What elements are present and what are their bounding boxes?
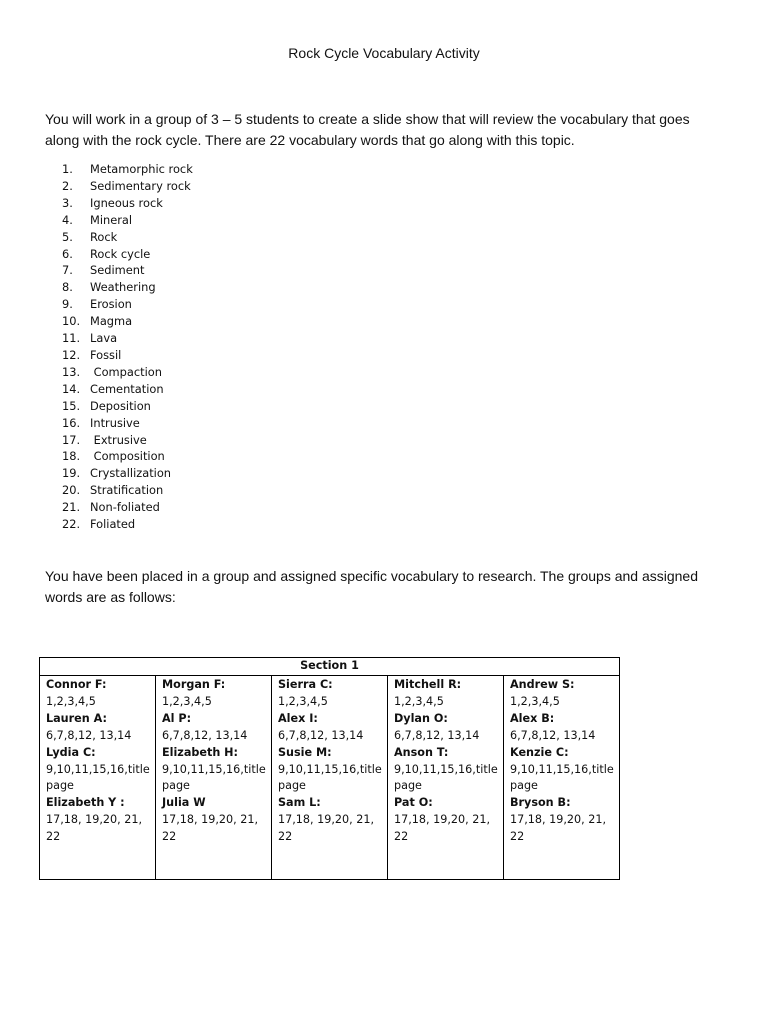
member-name: Sierra C: bbox=[278, 678, 333, 691]
vocab-number: 6. bbox=[62, 246, 73, 261]
vocab-item bbox=[62, 448, 193, 465]
group-member bbox=[394, 711, 501, 745]
member-name: Andrew S: bbox=[510, 678, 575, 691]
member-assigned-words: 1,2,3,4,5 bbox=[162, 694, 212, 708]
vocab-word: Extrusive bbox=[90, 432, 147, 447]
vocab-number: 10. bbox=[62, 314, 81, 329]
vocab-number: 14. bbox=[62, 381, 81, 396]
member-name: Susie M: bbox=[278, 745, 332, 759]
member-assigned-words: 6,7,8,12, 13,14 bbox=[46, 728, 132, 742]
group-member bbox=[162, 711, 269, 745]
groups-row bbox=[40, 676, 620, 880]
vocab-word: Non-foliated bbox=[90, 500, 160, 515]
vocab-number: 22. bbox=[62, 517, 81, 532]
vocab-word: Deposition bbox=[90, 398, 151, 413]
vocab-word: Rock bbox=[90, 229, 118, 244]
vocab-item bbox=[62, 296, 193, 313]
vocab-number: 3. bbox=[62, 195, 73, 210]
group-column bbox=[40, 676, 156, 880]
member-assigned-words: 9,10,11,15,16,title page bbox=[46, 762, 150, 793]
member-name: Morgan F: bbox=[162, 678, 226, 691]
vocab-item bbox=[62, 313, 193, 330]
group-member bbox=[46, 795, 153, 846]
vocab-item bbox=[62, 212, 193, 229]
vocab-item bbox=[62, 516, 193, 533]
vocab-word: Igneous rock bbox=[90, 195, 163, 210]
member-assigned-words: 9,10,11,15,16,title page bbox=[394, 762, 498, 793]
member-assigned-words: 9,10,11,15,16,title page bbox=[162, 762, 266, 793]
group-member bbox=[510, 745, 617, 796]
member-name: Connor F: bbox=[46, 678, 107, 691]
group-member bbox=[46, 711, 153, 745]
member-assigned-words: 9,10,11,15,16,title page bbox=[510, 762, 614, 793]
member-assigned-words: 6,7,8,12, 13,14 bbox=[510, 728, 596, 742]
vocab-word: Compaction bbox=[90, 364, 162, 379]
vocab-word: Rock cycle bbox=[90, 246, 151, 261]
vocab-word: Erosion bbox=[90, 297, 132, 312]
vocab-number: 19. bbox=[62, 466, 81, 481]
vocab-word: Crystallization bbox=[90, 466, 172, 481]
section-table bbox=[39, 657, 620, 880]
member-name: Pat O: bbox=[394, 796, 433, 810]
group-member bbox=[46, 745, 153, 796]
vocab-item bbox=[62, 178, 193, 195]
member-name: Bryson B: bbox=[510, 796, 571, 810]
member-assigned-words: 9,10,11,15,16,title page bbox=[278, 762, 382, 793]
vocab-number: 1. bbox=[62, 162, 73, 176]
vocab-item bbox=[62, 330, 193, 347]
member-name: Lydia C: bbox=[46, 745, 96, 759]
member-assigned-words: 6,7,8,12, 13,14 bbox=[278, 728, 364, 742]
vocab-item bbox=[62, 229, 193, 246]
vocab-word: Intrusive bbox=[90, 415, 140, 430]
vocab-word: Stratification bbox=[90, 483, 164, 498]
group-member bbox=[162, 677, 269, 711]
vocab-number: 18. bbox=[62, 449, 81, 464]
vocab-item bbox=[62, 161, 193, 178]
vocab-word: Cementation bbox=[90, 381, 164, 396]
group-member bbox=[394, 795, 501, 846]
vocabulary-list bbox=[62, 161, 193, 533]
vocab-item bbox=[62, 398, 193, 415]
vocab-word: Metamorphic rock bbox=[90, 162, 193, 176]
section-title: Section 1 bbox=[40, 658, 620, 676]
member-name: Alex I: bbox=[278, 711, 318, 725]
member-name: Julia W bbox=[162, 796, 206, 810]
vocab-number: 13. bbox=[62, 364, 81, 379]
member-name: Lauren A: bbox=[46, 711, 107, 725]
member-assigned-words: 1,2,3,4,5 bbox=[278, 694, 328, 708]
member-assigned-words: 17,18, 19,20, 21, 22 bbox=[510, 813, 607, 844]
vocab-item bbox=[62, 482, 193, 499]
vocab-item bbox=[62, 432, 193, 449]
vocab-item bbox=[62, 364, 193, 381]
vocab-number: 12. bbox=[62, 347, 81, 362]
member-assigned-words: 6,7,8,12, 13,14 bbox=[162, 728, 248, 742]
vocab-word: Foliated bbox=[90, 517, 136, 532]
vocab-item bbox=[62, 465, 193, 482]
group-member bbox=[278, 795, 385, 846]
group-member bbox=[278, 711, 385, 745]
member-name: Anson T: bbox=[394, 745, 449, 759]
member-name: Sam L: bbox=[278, 796, 321, 810]
page-title: Rock Cycle Vocabulary Activity bbox=[288, 45, 480, 61]
member-name: Elizabeth Y : bbox=[46, 796, 125, 810]
vocab-number: 9. bbox=[62, 297, 73, 312]
vocab-number: 20. bbox=[62, 483, 81, 498]
vocab-item bbox=[62, 381, 193, 398]
vocab-word: Sediment bbox=[90, 263, 145, 278]
vocab-number: 7. bbox=[62, 263, 73, 278]
vocab-word: Composition bbox=[90, 449, 165, 464]
intro-paragraph: You will work in a group of 3 – 5 students to create a slide show that will review the vocabulary that goes along with the rock cycle. There are 22 vocabulary words that go along with this topic. bbox=[45, 111, 690, 148]
vocab-number: 11. bbox=[62, 331, 81, 346]
member-assigned-words: 1,2,3,4,5 bbox=[510, 694, 560, 708]
group-member bbox=[510, 677, 617, 711]
member-assigned-words: 17,18, 19,20, 21, 22 bbox=[46, 813, 143, 844]
vocab-number: 16. bbox=[62, 415, 81, 430]
vocab-item bbox=[62, 347, 193, 364]
member-assigned-words: 6,7,8,12, 13,14 bbox=[394, 728, 480, 742]
vocab-number: 5. bbox=[62, 229, 73, 244]
section-header-row bbox=[40, 658, 620, 676]
group-member bbox=[510, 711, 617, 745]
group-column bbox=[504, 676, 620, 880]
vocab-number: 4. bbox=[62, 212, 73, 227]
vocab-number: 8. bbox=[62, 280, 73, 295]
vocab-number: 15. bbox=[62, 398, 81, 413]
group-member bbox=[278, 677, 385, 711]
member-name: Elizabeth H: bbox=[162, 745, 239, 759]
group-column bbox=[272, 676, 388, 880]
vocab-word: Weathering bbox=[90, 280, 156, 295]
group-member bbox=[278, 745, 385, 796]
member-name: Alex B: bbox=[510, 711, 555, 725]
vocab-word: Lava bbox=[90, 331, 118, 346]
member-assigned-words: 17,18, 19,20, 21, 22 bbox=[394, 813, 491, 844]
vocab-word: Sedimentary rock bbox=[90, 178, 191, 193]
vocab-number: 17. bbox=[62, 432, 81, 447]
group-member bbox=[162, 745, 269, 796]
member-assigned-words: 1,2,3,4,5 bbox=[46, 694, 96, 708]
vocab-item bbox=[62, 195, 193, 212]
member-name: Kenzie C: bbox=[510, 745, 569, 759]
groups-intro-paragraph: You have been placed in a group and assigned specific vocabulary to research. The groups and assigned words are as follows: bbox=[45, 568, 699, 605]
vocab-number: 21. bbox=[62, 500, 81, 515]
vocab-word: Magma bbox=[90, 314, 133, 329]
vocab-item bbox=[62, 279, 193, 296]
group-member bbox=[162, 795, 269, 846]
group-member bbox=[394, 677, 501, 711]
vocab-word: Fossil bbox=[90, 347, 122, 362]
vocab-item bbox=[62, 262, 193, 279]
member-assigned-words: 17,18, 19,20, 21, 22 bbox=[162, 813, 259, 844]
group-column bbox=[388, 676, 504, 880]
vocab-item bbox=[62, 415, 193, 432]
member-name: Mitchell R: bbox=[394, 678, 462, 691]
group-member bbox=[394, 745, 501, 796]
member-assigned-words: 17,18, 19,20, 21, 22 bbox=[278, 813, 375, 844]
vocab-item bbox=[62, 246, 193, 263]
vocab-number: 2. bbox=[62, 178, 73, 193]
member-name: Dylan O: bbox=[394, 711, 448, 725]
vocab-word: Mineral bbox=[90, 212, 133, 227]
member-assigned-words: 1,2,3,4,5 bbox=[394, 694, 444, 708]
group-column bbox=[156, 676, 272, 880]
group-member bbox=[510, 795, 617, 846]
vocab-item bbox=[62, 499, 193, 516]
member-name: Al P: bbox=[162, 711, 192, 725]
group-member bbox=[46, 677, 153, 711]
